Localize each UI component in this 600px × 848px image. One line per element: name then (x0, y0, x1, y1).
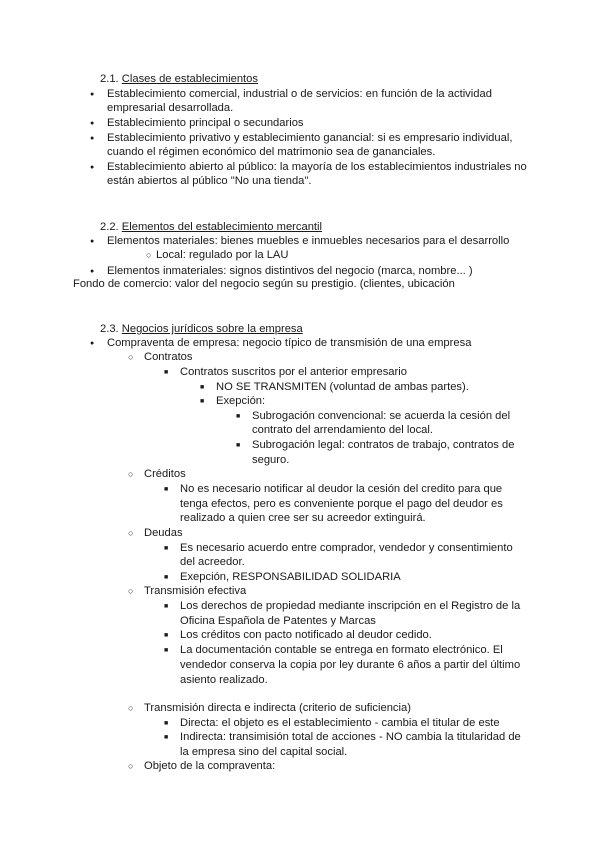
list-item: Es necesario acuerdo entre comprador, vendedor y consentimiento (180, 542, 513, 554)
section-title: Clases de establecimientos (121, 73, 258, 85)
bullet-icon (90, 117, 94, 133)
list-item: Créditos (144, 468, 186, 480)
list-item: Exepción: (216, 395, 266, 407)
square-bullet-icon (164, 629, 168, 645)
list-item: Establecimiento abierto al público: la mayoría de los establecimientos industriales no (107, 161, 527, 173)
square-bullet-icon (164, 483, 168, 499)
list-item: Directa: el objeto es el establecimiento - cambia el titular de este (180, 717, 500, 729)
list-item: Transmisión efectiva (144, 585, 247, 597)
list-item: Elementos materiales: bienes muebles e inmuebles necesarios para el desarrollo (107, 235, 510, 247)
bullet-icon (90, 235, 94, 251)
list-item: La documentación contable se entrega en formato electrónico. El (180, 644, 503, 656)
circle-bullet-icon (128, 585, 133, 600)
list-item-continuation: Oficina Española de Patentes y Marcas (180, 615, 376, 627)
list-item-continuation: tenga efectos, pero es conveniente porque el pago del deudor es (180, 498, 503, 510)
section-heading-2-2 (100, 220, 322, 235)
list-item-continuation: seguro. (252, 454, 290, 466)
list-item: Establecimiento principal o secundarios (107, 117, 304, 129)
section-number: 2.2. (100, 221, 119, 233)
section-title: Elementos del establecimiento mercantil (121, 221, 323, 233)
bullet-icon (90, 88, 94, 104)
list-item: NO SE TRANSMITEN (voluntad de ambas partes). (216, 381, 469, 393)
list-item: Exepción, RESPONSABILIDAD SOLIDARIA (180, 571, 401, 583)
bullet-icon (90, 337, 94, 353)
circle-bullet-icon (128, 351, 133, 366)
list-item-continuation: vendedor conserva la copia por ley durante 6 años a partir del último (180, 659, 521, 671)
list-item: Subrogación convencional: se acuerda la cesión del (252, 410, 511, 422)
section-title: Negocios jurídicos sobre la empresa (121, 323, 303, 335)
circle-bullet-icon (146, 249, 151, 264)
circle-bullet-icon (128, 468, 133, 483)
square-bullet-icon (164, 542, 168, 558)
list-item-continuation: están abiertos al público "No una tienda". (107, 175, 312, 187)
list-item: Contratos suscritos por el anterior empresario (180, 366, 407, 378)
list-item: No es necesario notificar al deudor la cesión del credito para que (180, 483, 503, 495)
list-item: Establecimiento privativo y establecimiento ganancial: si es empresario individual, (107, 132, 513, 144)
list-item-continuation: del acreedor. (180, 556, 245, 568)
list-item: Local: regulado por la LAU (156, 249, 289, 261)
square-bullet-icon (200, 395, 204, 411)
circle-bullet-icon (128, 760, 133, 775)
list-item: Transmisión directa e indirecta (criterio de suficiencia) (144, 702, 411, 714)
list-item: Subrogación legal: contratos de trabajo, contratos de (252, 439, 515, 451)
list-item-continuation: realizado a quien cree ser su acreedor extinguirá. (180, 512, 426, 524)
square-bullet-icon (164, 600, 168, 616)
section-heading-2-3 (100, 322, 303, 337)
list-item-continuation: la empresa sino del capital social. (180, 746, 348, 758)
square-bullet-icon (164, 644, 168, 660)
list-item-continuation: cuando el régimen económico del matrimonio sea de gananciales. (107, 146, 436, 158)
list-item: Compraventa de empresa: negocio típico de transmisión de una empresa (107, 337, 472, 349)
square-bullet-icon (164, 731, 168, 747)
list-item: Elementos inmateriales: signos distintivos del negocio (marca, nombre... ) (107, 265, 473, 277)
paragraph: Fondo de comercio: valor del negocio según su prestigio. (clientes, ubicación (73, 278, 455, 290)
bullet-icon (90, 161, 94, 177)
section-number: 2.1. (100, 73, 119, 85)
list-item: Indirecta: transimisión total de acciones - NO cambia la titularidad de (180, 731, 521, 743)
list-item: Objeto de la compraventa: (144, 760, 276, 772)
bullet-icon (90, 132, 94, 148)
list-item: Deudas (144, 527, 183, 539)
square-bullet-icon (236, 410, 240, 426)
list-item: Contratos (144, 351, 193, 363)
list-item-continuation: contrato del arrendamiento del local. (252, 424, 433, 436)
section-heading-2-1 (100, 72, 258, 87)
circle-bullet-icon (128, 527, 133, 542)
section-number: 2.3. (100, 323, 119, 335)
square-bullet-icon (164, 366, 168, 382)
circle-bullet-icon (128, 702, 133, 717)
list-item-continuation: empresarial desarrollada. (107, 102, 234, 114)
square-bullet-icon (236, 439, 240, 455)
list-item-continuation: asiento realizado. (180, 674, 268, 686)
list-item: Establecimiento comercial, industrial o de servicios: en función de la actividad (107, 88, 492, 100)
list-item: Los derechos de propiedad mediante inscripción en el Registro de la (180, 600, 521, 612)
list-item: Los créditos con pacto notificado al deudor cedido. (180, 629, 432, 641)
